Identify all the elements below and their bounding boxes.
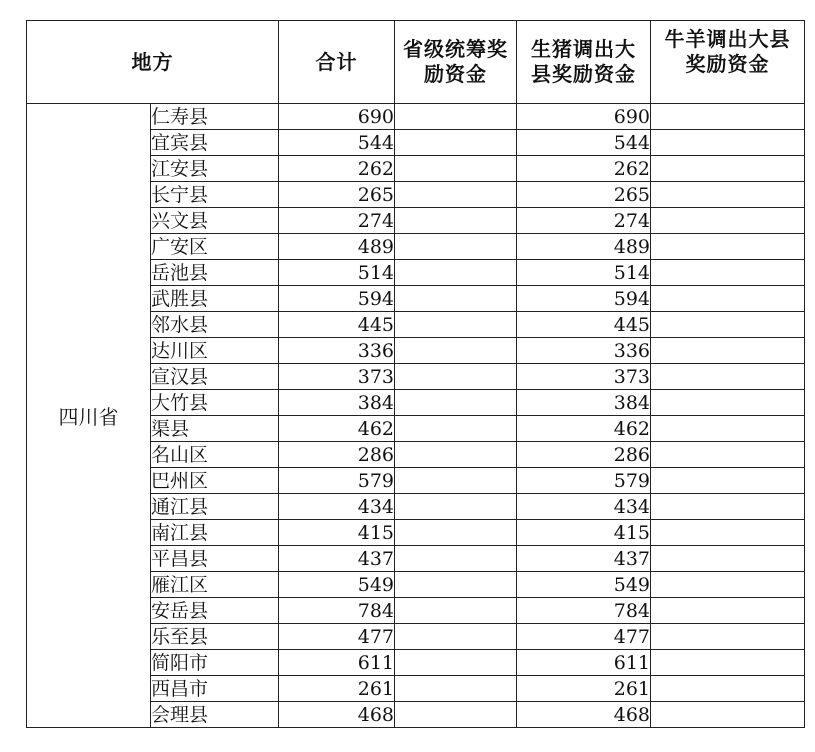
cattle-fund-cell: [651, 572, 805, 598]
province-cell: 四川省: [27, 104, 151, 728]
provincial-cell: [395, 364, 517, 390]
provincial-cell: [395, 650, 517, 676]
county-cell: 江安县: [151, 156, 279, 182]
funding-table-sheet: [26, 20, 804, 724]
provincial-cell: [395, 390, 517, 416]
county-cell: 会理县: [151, 702, 279, 728]
pig-fund-cell: 262: [517, 156, 651, 182]
cattle-fund-cell: [651, 442, 805, 468]
county-cell: 岳池县: [151, 260, 279, 286]
county-cell: 宣汉县: [151, 364, 279, 390]
header-pig-line2: 县奖励资金: [531, 62, 636, 86]
total-cell: 384: [279, 390, 395, 416]
total-cell: 445: [279, 312, 395, 338]
county-cell: 达川区: [151, 338, 279, 364]
header-provincial-line1: 省级统筹奖: [403, 37, 508, 61]
county-cell: 西昌市: [151, 676, 279, 702]
pig-fund-cell: 477: [517, 624, 651, 650]
pig-fund-cell: 784: [517, 598, 651, 624]
pig-fund-cell: 415: [517, 520, 651, 546]
county-cell: 长宁县: [151, 182, 279, 208]
total-cell: 544: [279, 130, 395, 156]
cattle-fund-cell: [651, 416, 805, 442]
cattle-fund-cell: [651, 520, 805, 546]
pig-fund-cell: 445: [517, 312, 651, 338]
total-cell: 579: [279, 468, 395, 494]
county-cell: 简阳市: [151, 650, 279, 676]
total-cell: 468: [279, 702, 395, 728]
cattle-fund-cell: [651, 364, 805, 390]
county-cell: 渠县: [151, 416, 279, 442]
county-cell: 通江县: [151, 494, 279, 520]
provincial-cell: [395, 286, 517, 312]
provincial-cell: [395, 468, 517, 494]
cattle-fund-cell: [651, 494, 805, 520]
cattle-fund-cell: [651, 546, 805, 572]
pig-fund-cell: 336: [517, 338, 651, 364]
total-cell: 594: [279, 286, 395, 312]
county-cell: 大竹县: [151, 390, 279, 416]
pig-fund-cell: 690: [517, 104, 651, 130]
county-cell: 广安区: [151, 234, 279, 260]
provincial-cell: [395, 702, 517, 728]
provincial-cell: [395, 416, 517, 442]
pig-fund-cell: 265: [517, 182, 651, 208]
county-cell: 平昌县: [151, 546, 279, 572]
pig-fund-cell: 462: [517, 416, 651, 442]
cattle-fund-cell: [651, 624, 805, 650]
pig-fund-cell: 544: [517, 130, 651, 156]
county-cell: 巴州区: [151, 468, 279, 494]
provincial-cell: [395, 156, 517, 182]
pig-fund-cell: 549: [517, 572, 651, 598]
cattle-fund-cell: [651, 104, 805, 130]
pig-fund-cell: 579: [517, 468, 651, 494]
total-cell: 274: [279, 208, 395, 234]
total-cell: 437: [279, 546, 395, 572]
provincial-cell: [395, 624, 517, 650]
funding-table: [26, 20, 805, 728]
total-cell: 462: [279, 416, 395, 442]
total-cell: 265: [279, 182, 395, 208]
provincial-cell: [395, 494, 517, 520]
header-row: [27, 21, 805, 104]
total-cell: 261: [279, 676, 395, 702]
total-cell: 373: [279, 364, 395, 390]
header-provincial-line2: 励资金: [424, 62, 487, 86]
provincial-cell: [395, 598, 517, 624]
cattle-fund-cell: [651, 390, 805, 416]
header-cattle: [651, 21, 805, 104]
pig-fund-cell: 514: [517, 260, 651, 286]
provincial-cell: [395, 520, 517, 546]
provincial-cell: [395, 130, 517, 156]
pig-fund-cell: 489: [517, 234, 651, 260]
total-cell: 549: [279, 572, 395, 598]
pig-fund-cell: 594: [517, 286, 651, 312]
pig-fund-cell: 274: [517, 208, 651, 234]
total-cell: 514: [279, 260, 395, 286]
total-cell: 434: [279, 494, 395, 520]
total-cell: 784: [279, 598, 395, 624]
county-cell: 乐至县: [151, 624, 279, 650]
county-cell: 兴文县: [151, 208, 279, 234]
total-cell: 286: [279, 442, 395, 468]
cattle-fund-cell: [651, 598, 805, 624]
provincial-cell: [395, 104, 517, 130]
provincial-cell: [395, 312, 517, 338]
county-cell: 安岳县: [151, 598, 279, 624]
provincial-cell: [395, 208, 517, 234]
total-cell: 477: [279, 624, 395, 650]
cattle-fund-cell: [651, 286, 805, 312]
provincial-cell: [395, 234, 517, 260]
county-cell: 南江县: [151, 520, 279, 546]
county-cell: 仁寿县: [151, 104, 279, 130]
header-pig-line1: 生猪调出大: [531, 37, 636, 61]
cattle-fund-cell: [651, 182, 805, 208]
table-body: [27, 104, 805, 728]
total-cell: 262: [279, 156, 395, 182]
header-region: 地方: [27, 21, 279, 104]
pig-fund-cell: 286: [517, 442, 651, 468]
county-cell: 宜宾县: [151, 130, 279, 156]
pig-fund-cell: 384: [517, 390, 651, 416]
pig-fund-cell: 261: [517, 676, 651, 702]
header-pig: [517, 21, 651, 104]
cattle-fund-cell: [651, 468, 805, 494]
header-cattle-line2: 奖励资金: [685, 52, 770, 76]
pig-fund-cell: 468: [517, 702, 651, 728]
cattle-fund-cell: [651, 130, 805, 156]
pig-fund-cell: 437: [517, 546, 651, 572]
county-cell: 武胜县: [151, 286, 279, 312]
county-cell: 邻水县: [151, 312, 279, 338]
provincial-cell: [395, 572, 517, 598]
cattle-fund-cell: [651, 312, 805, 338]
total-cell: 415: [279, 520, 395, 546]
cattle-fund-cell: [651, 260, 805, 286]
county-cell: 雁江区: [151, 572, 279, 598]
provincial-cell: [395, 260, 517, 286]
county-cell: 名山区: [151, 442, 279, 468]
cattle-fund-cell: [651, 208, 805, 234]
header-total: 合计: [279, 21, 395, 104]
pig-fund-cell: 373: [517, 364, 651, 390]
header-cattle-line1: 牛羊调出大县: [664, 27, 791, 51]
cattle-fund-cell: [651, 650, 805, 676]
provincial-cell: [395, 546, 517, 572]
total-cell: 336: [279, 338, 395, 364]
table-row: [27, 104, 805, 130]
provincial-cell: [395, 338, 517, 364]
total-cell: 611: [279, 650, 395, 676]
pig-fund-cell: 611: [517, 650, 651, 676]
total-cell: 690: [279, 104, 395, 130]
pig-fund-cell: 434: [517, 494, 651, 520]
total-cell: 489: [279, 234, 395, 260]
cattle-fund-cell: [651, 676, 805, 702]
header-provincial: [395, 21, 517, 104]
cattle-fund-cell: [651, 234, 805, 260]
cattle-fund-cell: [651, 702, 805, 728]
provincial-cell: [395, 676, 517, 702]
cattle-fund-cell: [651, 338, 805, 364]
provincial-cell: [395, 182, 517, 208]
cattle-fund-cell: [651, 156, 805, 182]
provincial-cell: [395, 442, 517, 468]
